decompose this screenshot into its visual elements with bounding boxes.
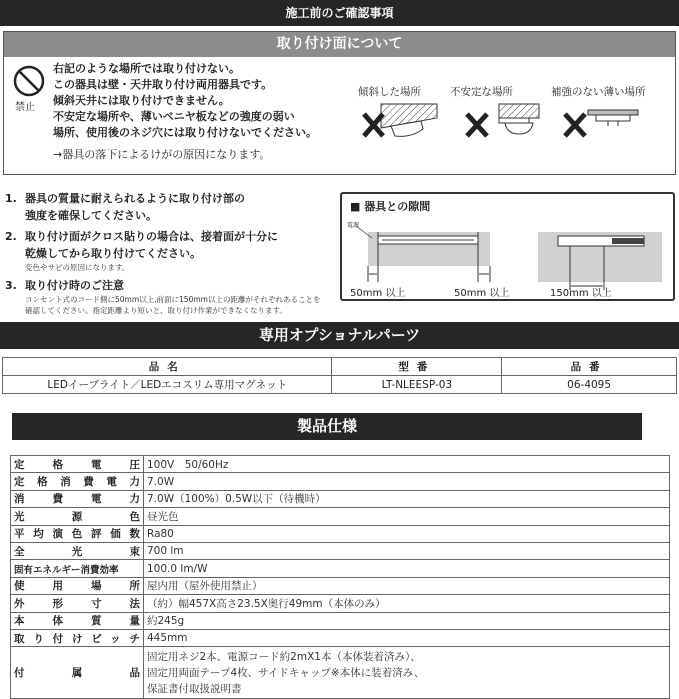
step-text: 器具の質量に耐えられるように取り付け部の [25, 192, 245, 205]
spec-title: 製品仕様 [12, 413, 642, 440]
spec-key: 外形寸法 [11, 595, 144, 612]
spec-key: 定格電圧 [11, 456, 144, 473]
place-label-sloped: 傾斜した場所 [358, 86, 421, 98]
spec-key: 全光束 [11, 542, 144, 559]
header-code: 品番 [502, 358, 677, 376]
spec-value: 100.0 lm/W [144, 560, 670, 577]
step-1 [5, 190, 335, 224]
step-3 [5, 277, 335, 294]
spec-key: 平均演色評価数 [11, 525, 144, 542]
spec-key: 光源色 [11, 508, 144, 525]
spec-key: 取り付けピッチ [11, 629, 144, 646]
table-row [11, 456, 670, 473]
accessory-line: 固定用ネジ2本、電源コード約2mX1本（本体装着済み）、 [147, 650, 421, 663]
sloped-place-illustration [359, 100, 439, 142]
table-row [11, 560, 670, 577]
top-title: 施工前のご確認事項 [0, 0, 679, 26]
spec-value [144, 647, 670, 699]
spec-value: （約）幅457X高さ23.5X奥行49mm（本体のみ） [144, 595, 670, 612]
spec-key: 付属品 [11, 647, 144, 699]
place-label-thin: 補強のない薄い場所 [551, 86, 646, 98]
options-table [2, 357, 677, 394]
mounting-surface-warning [3, 31, 676, 175]
spec-table [10, 455, 670, 699]
table-row [11, 595, 670, 612]
step-note: 確認してください。指定距離より短いと、取り付け作業ができなくなります。 [25, 306, 287, 315]
step-text: 強度を確保してください。 [25, 209, 157, 222]
thin-place-illustration [562, 102, 642, 142]
step-text: 乾燥してから取り付けてください。 [25, 247, 201, 260]
warning-text [53, 61, 317, 163]
step-note: コンセント式のコード側に50mm以上,前面に150mm以上の距離がそれぞれあることを [25, 295, 321, 304]
step-text: 取り付け時のご注意 [25, 279, 124, 292]
clearance-title: ■ 器具との隙間 [350, 200, 431, 213]
spec-value: 7.0W（100%）0.5W以下（待機時） [144, 490, 670, 507]
clearance-diagram [340, 192, 675, 301]
spec-key: 定格消費電力 [11, 473, 144, 490]
option-model: LT-NLEESP-03 [332, 376, 502, 394]
header-model: 型番 [332, 358, 502, 376]
table-row [11, 577, 670, 594]
accessory-line: 保証書付取扱説明書 [147, 682, 242, 695]
spec-value: 700 lm [144, 542, 670, 559]
header-name: 品名 [3, 358, 332, 376]
table-row [11, 647, 670, 699]
warning-line: この器具は壁・天井取り付け両用器具です。 [53, 78, 273, 91]
options-title: 専用オプショナルパーツ [0, 322, 679, 349]
table-row [11, 508, 670, 525]
spec-key: 消費電力 [11, 490, 144, 507]
spec-value: 100V 50/60Hz [144, 456, 670, 473]
cord-label: 電源 [347, 222, 360, 229]
clearance-right: 50mm 以上 [454, 288, 510, 299]
spec-value: Ra80 [144, 525, 670, 542]
spec-value: 445mm [144, 629, 670, 646]
step-text: 取り付け面がクロス貼りの場合は、接着面が十分に [25, 230, 278, 243]
step-note: 変色やサビの原因になります。 [25, 263, 130, 272]
prohibited-icon [13, 65, 45, 97]
step-number: 2. [5, 230, 17, 243]
place-label-unstable: 不安定な場所 [450, 86, 513, 98]
prohibited-label: 禁止 [15, 102, 35, 113]
clearance-left: 50mm 以上 [350, 288, 406, 299]
spec-value: 約245g [144, 612, 670, 629]
table-header-row [3, 358, 677, 376]
spec-key: 固有エネルギー消費効率 [11, 560, 144, 577]
installation-steps [5, 190, 335, 316]
table-row [11, 490, 670, 507]
table-row [3, 376, 677, 394]
warning-note: →器具の落下によるけがの原因になります。 [53, 148, 271, 161]
spec-key: 使用場所 [11, 577, 144, 594]
step-number: 1. [5, 192, 17, 205]
warning-title: 取り付け面について [4, 32, 675, 57]
warning-line: 右記のような場所では取り付けない。 [53, 62, 240, 75]
warning-line: 傾斜天井には取り付けできません。 [53, 94, 230, 107]
table-row [11, 542, 670, 559]
accessory-line: 固定用両面テープ4枚、サイドキャップ※本体に装着済み、 [147, 666, 425, 679]
table-row [11, 629, 670, 646]
step-number: 3. [5, 279, 17, 292]
spec-value: 7.0W [144, 473, 670, 490]
unstable-place-illustration [461, 100, 541, 142]
warning-line: 場所、使用後のネジ穴には取り付けないでください。 [53, 126, 317, 139]
spec-value: 昼光色 [144, 508, 670, 525]
step-2 [5, 228, 335, 262]
clearance-front: 150mm 以上 [550, 288, 612, 299]
spec-key: 本体質量 [11, 612, 144, 629]
table-row [11, 473, 670, 490]
table-row [11, 525, 670, 542]
spec-value: 屋内用（屋外使用禁止） [144, 577, 670, 594]
warning-line: 不安定な場所や、薄いベニヤ板などの強度の弱い [53, 110, 295, 123]
option-code: 06-4095 [502, 376, 677, 394]
option-name: LEDイーブライト／LEDエコスリム専用マグネット [3, 376, 332, 394]
table-row [11, 612, 670, 629]
